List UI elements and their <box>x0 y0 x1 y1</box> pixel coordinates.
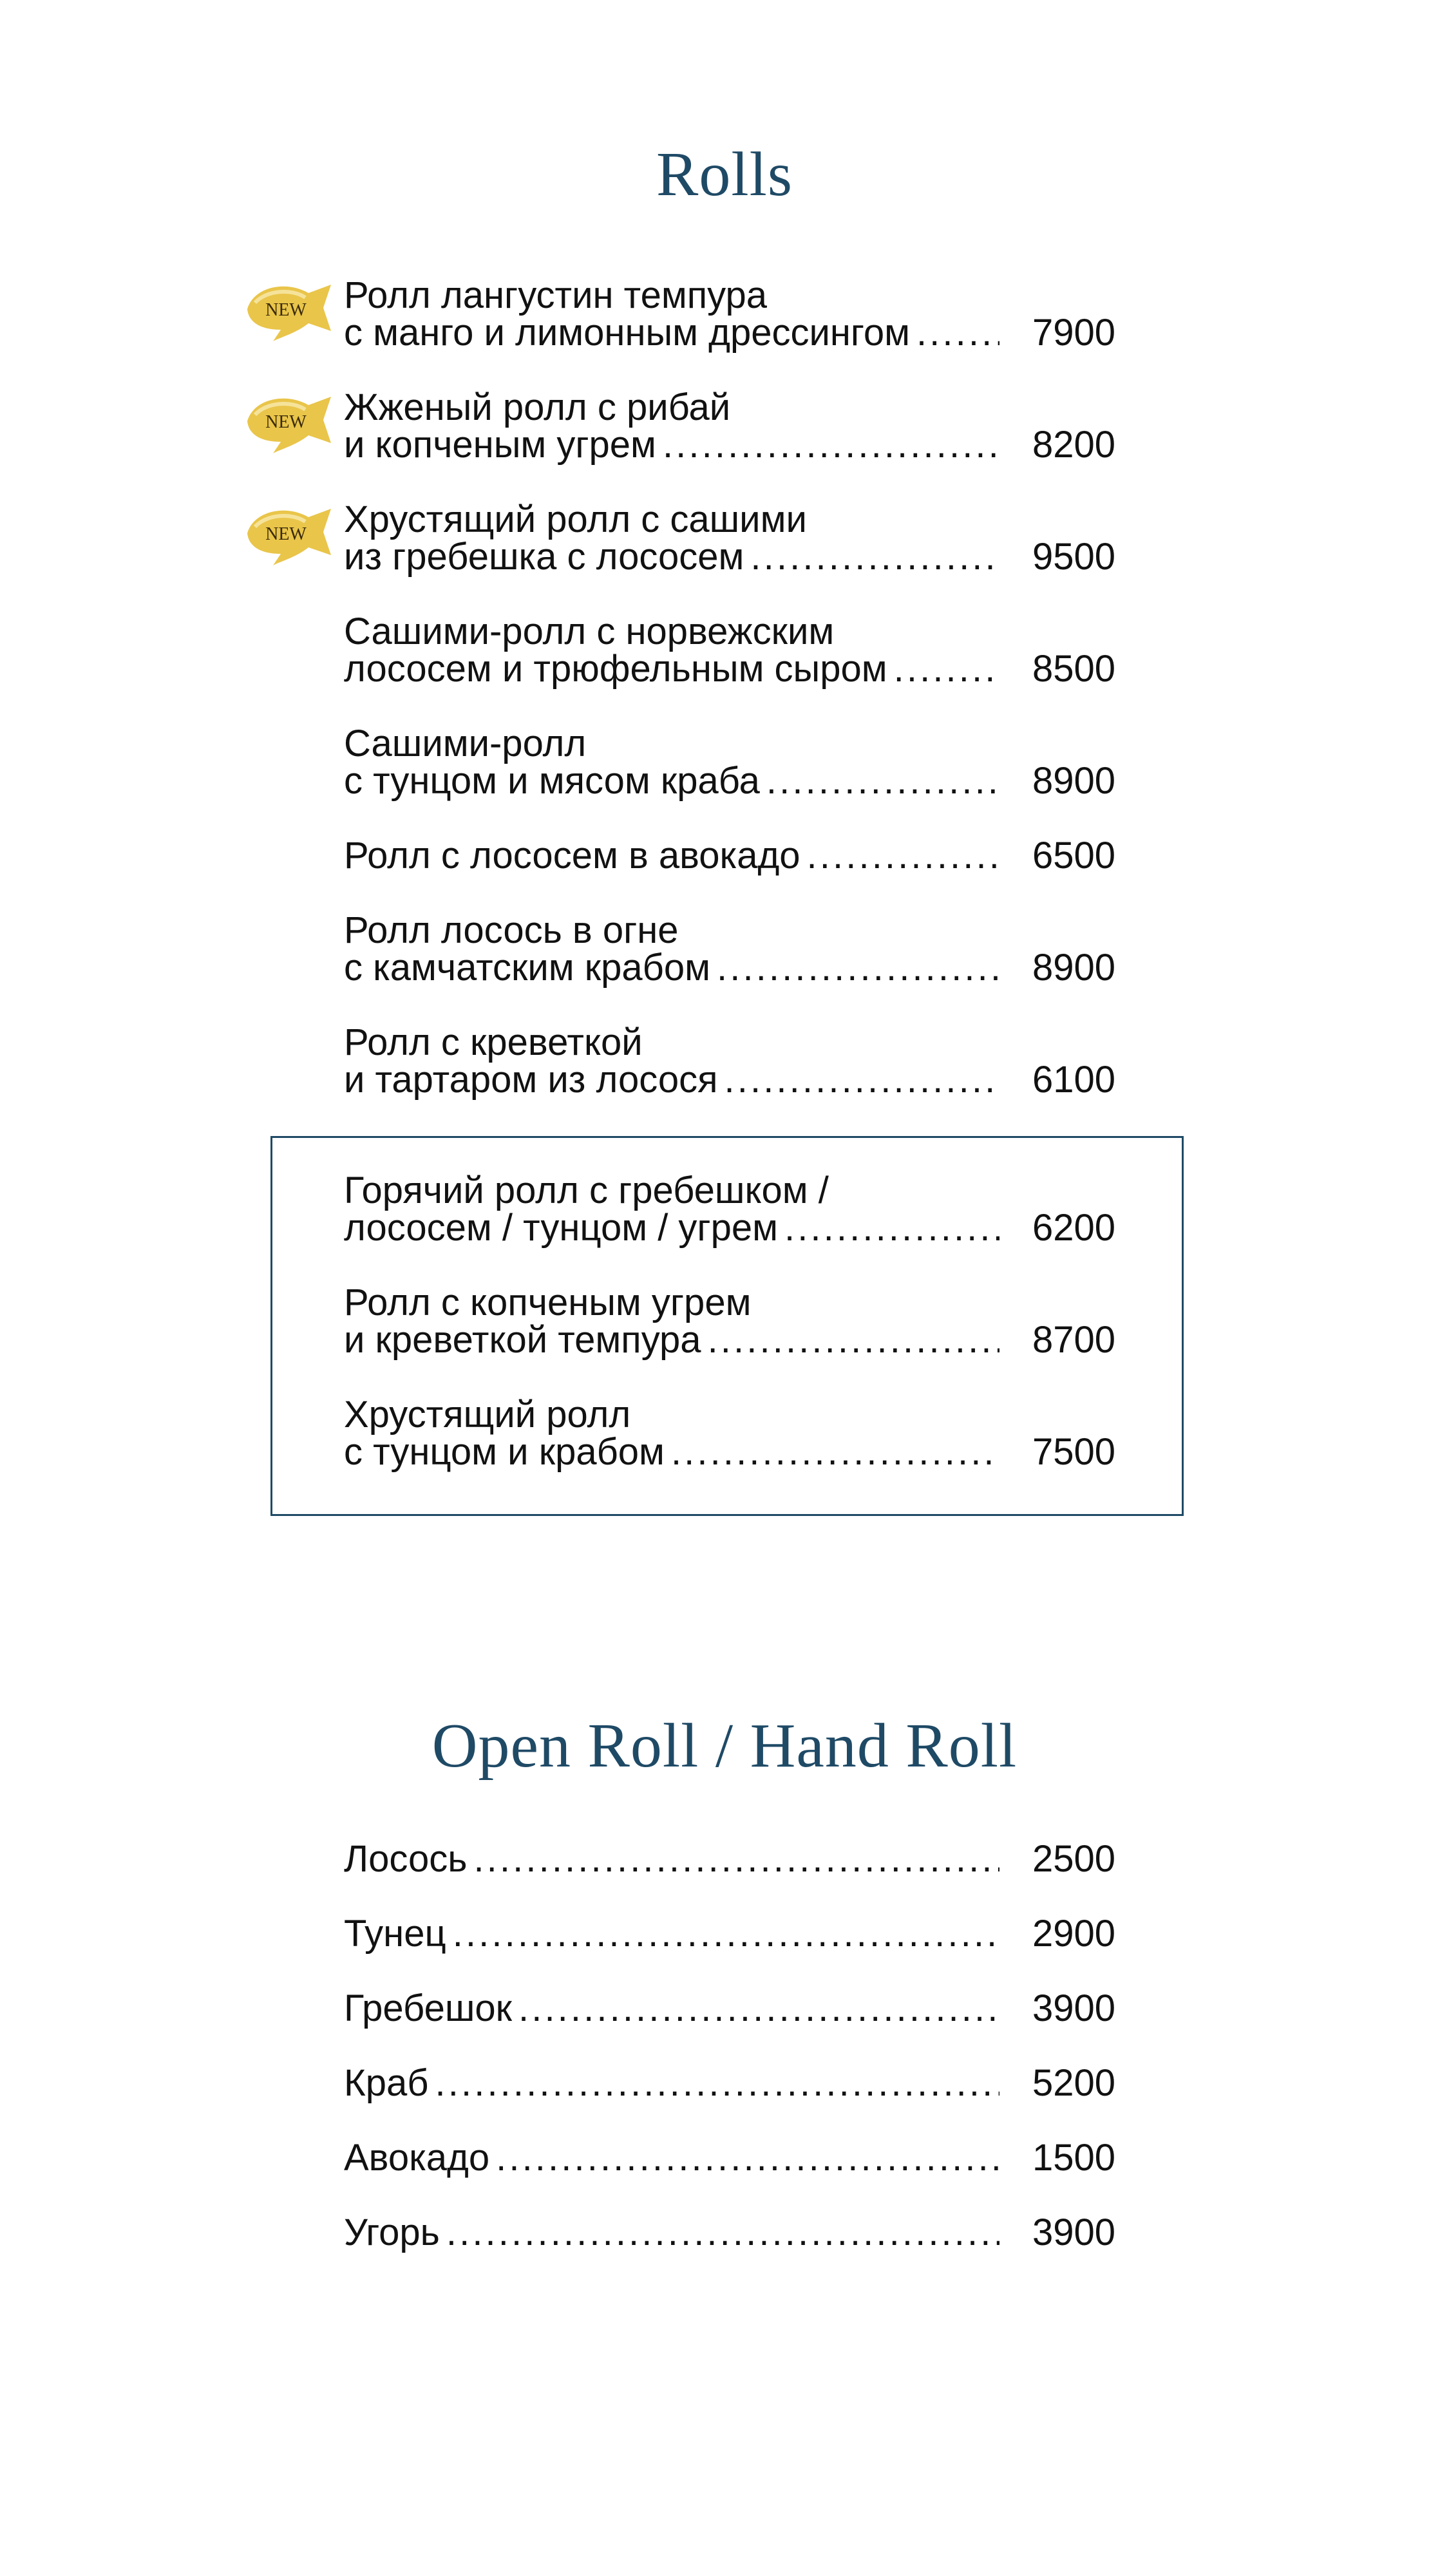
item-name-line1: Ролл лосось в огне <box>344 909 679 951</box>
item-name-line2: с камчатским крабом <box>344 947 711 989</box>
item-price: 2500 <box>1032 1838 1115 1880</box>
item-name: Ролл с лососем в авокадо <box>344 835 800 876</box>
leader-dots <box>518 1990 999 2027</box>
menu-item <box>344 909 1115 989</box>
item-price: 1500 <box>1032 2137 1115 2179</box>
item-name-line2: и копченым угрем <box>344 424 656 466</box>
item-name-line2: с тунцом и крабом <box>344 1431 665 1473</box>
menu-item <box>344 613 1115 688</box>
menu-item <box>344 386 1115 466</box>
menu-item <box>344 1915 1115 1953</box>
item-price: 8900 <box>1032 947 1115 989</box>
new-fish-badge-icon <box>241 270 337 348</box>
item-name-line2: и креветкой темпура <box>344 1319 701 1361</box>
item-name-line2: лососем / тунцом / угрем <box>344 1207 778 1249</box>
menu-item <box>344 2139 1115 2177</box>
item-price: 9500 <box>1032 536 1115 578</box>
menu-item <box>344 1172 1115 1247</box>
leader-dots <box>724 1061 999 1099</box>
leader-dots <box>717 949 999 987</box>
item-name-line1: Горячий ролл с гребешком / <box>344 1170 829 1211</box>
leader-dots <box>784 1209 999 1247</box>
leader-dots <box>916 314 999 352</box>
leader-dots <box>708 1321 999 1359</box>
menu-item <box>344 274 1115 354</box>
item-price: 6100 <box>1032 1059 1115 1101</box>
item-name-line1: Хрустящий ролл с сашими <box>344 498 807 540</box>
leader-dots <box>750 538 999 576</box>
new-fish-badge-icon <box>241 383 337 460</box>
svg-text:NEW: NEW <box>265 412 307 432</box>
item-name: Тунец <box>344 1913 446 1955</box>
section-title-open-roll: Open Roll / Hand Roll <box>431 1711 1018 1781</box>
leader-dots <box>766 762 999 800</box>
leader-dots <box>807 837 999 875</box>
leader-dots <box>446 2214 999 2251</box>
item-price: 8500 <box>1032 648 1115 690</box>
item-name-line2: с манго и лимонным дрессингом <box>344 312 910 354</box>
item-name-line1: Сашими-ролл с норвежским <box>344 611 835 652</box>
new-fish-badge-icon <box>241 495 337 572</box>
item-name-line2: лососем и трюфельным сыром <box>344 648 887 690</box>
item-name-line1: Сашими-ролл <box>344 723 587 764</box>
leader-dots <box>671 1434 999 1471</box>
menu-item <box>344 498 1115 578</box>
item-name-line1: Ролл лангустин темпура <box>344 274 767 316</box>
item-name: Лосось <box>344 1838 468 1880</box>
item-price: 3900 <box>1032 2211 1115 2253</box>
menu-item <box>344 2211 1115 2253</box>
leader-dots <box>496 2139 999 2177</box>
item-name-line2: с тунцом и мясом краба <box>344 760 760 802</box>
svg-text:NEW: NEW <box>265 300 307 320</box>
menu-item <box>344 837 1115 875</box>
item-name: Гребешок <box>344 1987 512 2029</box>
item-name-line1: Жженый ролл с рибай <box>344 386 731 428</box>
item-name-line1: Ролл с копченым угрем <box>344 1282 752 1323</box>
menu-item <box>344 1284 1115 1359</box>
item-name: Угорь <box>344 2211 440 2253</box>
item-price: 6500 <box>1032 835 1115 876</box>
svg-text:NEW: NEW <box>265 524 307 544</box>
menu-item <box>344 1838 1115 1880</box>
leader-dots <box>473 1841 999 1878</box>
item-name-line2: из гребешка с лососем <box>344 536 744 578</box>
item-price: 3900 <box>1032 1987 1115 2029</box>
item-price: 8700 <box>1032 1319 1115 1361</box>
leader-dots <box>894 650 999 688</box>
menu-item <box>344 1396 1115 1471</box>
item-price: 7900 <box>1032 312 1115 354</box>
item-name-line1: Ролл с креветкой <box>344 1021 643 1063</box>
item-name-line2: и тартаром из лосося <box>344 1059 718 1101</box>
leader-dots <box>453 1915 999 1953</box>
menu-item <box>344 1987 1115 2029</box>
item-price: 6200 <box>1032 1207 1115 1249</box>
item-price: 5200 <box>1032 2062 1115 2104</box>
item-name: Авокадо <box>344 2137 490 2179</box>
section-title-rolls: Rolls <box>656 140 793 209</box>
item-price: 8200 <box>1032 424 1115 466</box>
menu-item <box>344 725 1115 800</box>
item-price: 2900 <box>1032 1913 1115 1955</box>
item-name: Краб <box>344 2062 429 2104</box>
item-price: 7500 <box>1032 1431 1115 1473</box>
menu-item <box>344 2062 1115 2104</box>
item-price: 8900 <box>1032 760 1115 802</box>
menu-item <box>344 1021 1115 1101</box>
leader-dots <box>663 426 999 464</box>
leader-dots <box>435 2065 999 2102</box>
item-name-line1: Хрустящий ролл <box>344 1394 631 1435</box>
